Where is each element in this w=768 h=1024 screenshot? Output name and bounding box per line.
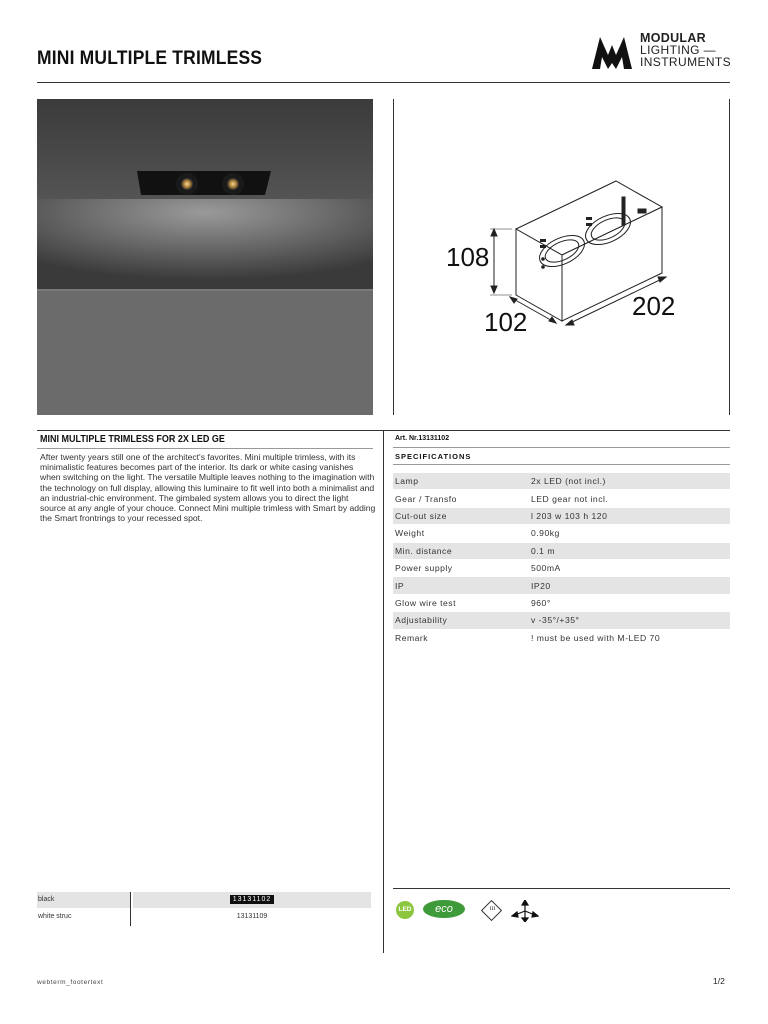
variant-code-selected: 13131102 [230, 895, 275, 904]
spec-row [393, 473, 730, 490]
art-rule [393, 447, 730, 448]
spec-row [393, 612, 730, 629]
brand-logo [590, 32, 740, 72]
spec-value: ! must be used with M-LED 70 [529, 629, 730, 646]
spec-value: 0.1 m [529, 542, 730, 559]
spec-key: Min. distance [393, 542, 529, 559]
class-iii-label: III [489, 906, 496, 912]
variant-finish: white struc [38, 913, 72, 920]
dimension-width: 202 [632, 291, 676, 321]
brand-line-2: LIGHTING — [640, 43, 717, 57]
spec-row [393, 542, 730, 559]
spec-key: Power supply [393, 559, 529, 576]
spec-row [393, 525, 730, 542]
led-badge: LED [396, 901, 414, 919]
spec-value: 960° [529, 594, 730, 611]
product-section-title: MINI MULTIPLE TRIMLESS FOR 2X LED GE [40, 434, 225, 445]
specifications-table [393, 473, 730, 647]
variants-table [37, 892, 371, 926]
product-title-rule [37, 448, 373, 449]
footer-text: webterm_footertext [37, 979, 104, 986]
spec-row [393, 559, 730, 576]
variant-code-cell [133, 892, 371, 908]
brand-line-1: MODULAR [640, 31, 706, 45]
spec-row [393, 629, 730, 646]
spec-value: v -35°/+35° [529, 612, 730, 629]
article-number: Art. Nr.13131102 [395, 435, 450, 442]
adjustability-arrows-icon [511, 900, 539, 922]
spec-row [393, 507, 730, 524]
variant-row[interactable] [37, 892, 371, 909]
specifications-heading: SPECIFICATIONS [395, 452, 472, 461]
spec-key: Adjustability [393, 612, 529, 629]
spec-row [393, 577, 730, 594]
spec-value: 2x LED (not incl.) [529, 473, 730, 490]
brand-line-3: INSTRUMENTS [640, 55, 732, 69]
spec-row [393, 594, 730, 611]
technical-drawing [393, 99, 730, 415]
variant-row[interactable] [37, 909, 371, 926]
product-description: After twenty years still one of the architect's favorites. Mini multiple trimless, with its minimalistic features becomes part of the interior. Its dark or white casing vanishes when switching on the light. The versatile Multiple leaves nothing to the imagination with the technology on full display, allowing this luminaire to fit well into both a minimalist and an industrial-chic environment. The gimbaled system allows you to direct the light source at any angle of your chouce. Connect Mini multiple trimless with Smart by adding the Smart frontrings to your recessed spot. [40, 452, 376, 524]
eco-badge: eco [423, 900, 465, 918]
spec-value: l 203 w 103 h 120 [529, 507, 730, 524]
spec-key: Gear / Transfo [393, 490, 529, 507]
spec-value: IP20 [529, 577, 730, 594]
column-separator [383, 430, 384, 953]
spec-key: Remark [393, 629, 529, 646]
spec-value: 0.90kg [529, 525, 730, 542]
product-photo [37, 99, 373, 415]
brand-logo-icon [590, 33, 634, 71]
variant-code: 13131109 [236, 913, 268, 920]
spec-value: 500mA [529, 559, 730, 576]
spec-key: IP [393, 577, 529, 594]
badges-top-rule [393, 888, 730, 889]
spec-key: Cut-out size [393, 507, 529, 524]
page-number: 1/2 [713, 976, 725, 986]
spec-row [393, 490, 730, 507]
spec-key: Lamp [393, 473, 529, 490]
dimension-height: 108 [446, 242, 490, 272]
spec-key: Weight [393, 525, 529, 542]
variant-finish: black [37, 892, 130, 908]
page-title: MINI MULTIPLE TRIMLESS [37, 48, 263, 69]
spec-key: Glow wire test [393, 594, 529, 611]
header-divider [37, 82, 730, 83]
spec-value: LED gear not incl. [529, 490, 730, 507]
spec-heading-rule [393, 464, 730, 465]
dimension-depth: 102 [484, 307, 528, 337]
